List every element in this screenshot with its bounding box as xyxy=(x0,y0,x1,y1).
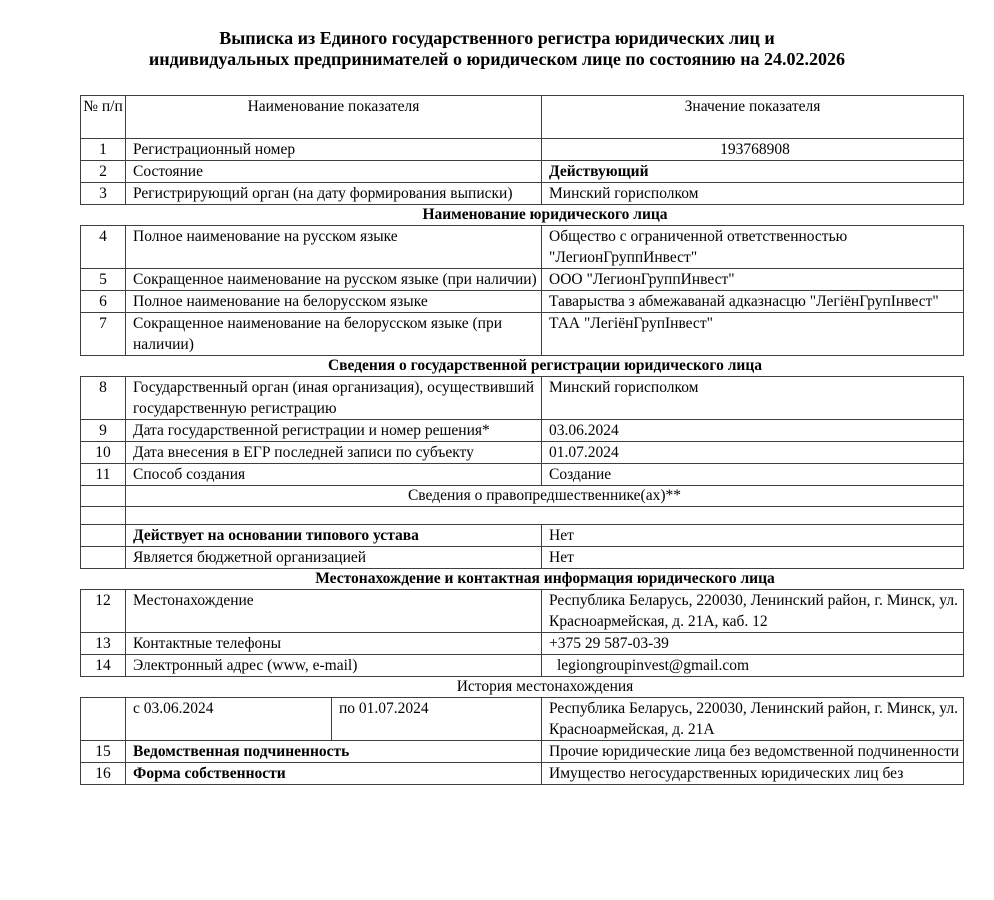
indicator-value-cell: ТАА "ЛегіёнГрупІнвест" xyxy=(542,313,964,356)
table-row xyxy=(81,226,964,269)
table-row xyxy=(81,291,964,313)
table-row xyxy=(81,420,964,442)
page-title-line-2: индивидуальных предпринимателей о юридическом лице по состоянию на 24.02.2026 xyxy=(148,49,846,69)
indicator-value-cell: Нет xyxy=(542,547,964,569)
row-number-cell: 1 xyxy=(81,139,126,161)
section-heading: Сведения о правопредшественнике(ах)** xyxy=(126,486,964,507)
row-number-cell: 6 xyxy=(81,291,126,313)
indicator-name-cell: Полное наименование на белорусском языке xyxy=(126,291,542,313)
row-number-cell xyxy=(81,507,126,525)
table-row xyxy=(81,161,964,183)
indicator-value-cell: Имущество негосударственных юридических лиц без xyxy=(542,763,964,785)
row-number-cell: 7 xyxy=(81,313,126,356)
table-row xyxy=(81,655,964,677)
section-heading: Сведения о государственной регистрации юридического лица xyxy=(81,356,964,377)
indicator-name-cell: Государственный орган (иная организация), осуществивший государственную регистрацию xyxy=(126,377,542,420)
page-title xyxy=(67,28,927,70)
table-row xyxy=(81,139,964,161)
row-number-cell xyxy=(81,698,126,741)
indicator-value-cell: Общество с ограниченной ответственностью "ЛегионГруппИнвест" xyxy=(542,226,964,269)
table-row xyxy=(81,442,964,464)
history-value-cell: Республика Беларусь, 220030, Ленинский район, г. Минск, ул. Красноармейская, д. 21А xyxy=(542,698,964,741)
section-heading: История местонахождения xyxy=(81,677,964,698)
history-to-cell: по 01.07.2024 xyxy=(332,698,542,741)
indicator-name-cell: Контактные телефоны xyxy=(126,633,542,655)
indicator-name-cell: Регистрирующий орган (на дату формирования выписки) xyxy=(126,183,542,205)
indicator-value-cell: +375 29 587-03-39 xyxy=(542,633,964,655)
indicator-name-cell: Сокращенное наименование на русском языке (при наличии) xyxy=(126,269,542,291)
indicator-value-cell: Минский горисполком xyxy=(542,377,964,420)
indicator-name-cell: Действует на основании типового устава xyxy=(126,525,542,547)
section-heading-row xyxy=(81,569,964,590)
indicator-name-cell: Дата государственной регистрации и номер решения* xyxy=(126,420,542,442)
section-heading: Местонахождение и контактная информация юридического лица xyxy=(81,569,964,590)
row-number-cell: 15 xyxy=(81,741,126,763)
row-number-cell: 12 xyxy=(81,590,126,633)
row-number-cell: 4 xyxy=(81,226,126,269)
row-number-cell: 16 xyxy=(81,763,126,785)
section-heading-row xyxy=(81,205,964,226)
indicator-value-cell: 03.06.2024 xyxy=(542,420,964,442)
indicator-value-cell: Таварыства з абмежаванай адказнасцю "ЛегіёнГрупІнвест" xyxy=(542,291,964,313)
table-row xyxy=(81,547,964,569)
indicator-value-cell: 01.07.2024 xyxy=(542,442,964,464)
indicator-value-cell: Республика Беларусь, 220030, Ленинский район, г. Минск, ул. Красноармейская, д. 21А, каб. 12 xyxy=(542,590,964,633)
row-number-cell xyxy=(81,525,126,547)
col-header-name: Наименование показателя xyxy=(126,96,542,139)
section-heading-row xyxy=(81,356,964,377)
row-number-cell: 13 xyxy=(81,633,126,655)
page-title-line-1: Выписка из Единого государственного регистра юридических лиц и xyxy=(219,28,775,48)
row-number-cell: 3 xyxy=(81,183,126,205)
table-row xyxy=(81,269,964,291)
row-number-cell xyxy=(81,547,126,569)
table-row xyxy=(81,525,964,547)
row-number-cell: 10 xyxy=(81,442,126,464)
indicator-name-cell: Является бюджетной организацией xyxy=(126,547,542,569)
indicator-value-cell: Действующий xyxy=(542,161,964,183)
table-row xyxy=(81,313,964,356)
section-heading-row xyxy=(81,677,964,698)
indicator-value-cell: 193768908 xyxy=(542,139,964,161)
indicator-name-cell: Полное наименование на русском языке xyxy=(126,226,542,269)
indicator-value-cell: Минский горисполком xyxy=(542,183,964,205)
empty-row xyxy=(81,507,964,525)
row-number-cell: 8 xyxy=(81,377,126,420)
section-heading-row xyxy=(81,486,964,507)
row-number-cell xyxy=(81,486,126,507)
indicator-name-cell: Состояние xyxy=(126,161,542,183)
empty-cell xyxy=(126,507,964,525)
table-row xyxy=(81,741,964,763)
indicator-name-cell: Электронный адрес (www, e-mail) xyxy=(126,655,542,677)
row-number-cell: 14 xyxy=(81,655,126,677)
registry-table xyxy=(80,95,964,785)
table-row xyxy=(81,633,964,655)
indicator-name-cell: Способ создания xyxy=(126,464,542,486)
table-row xyxy=(81,464,964,486)
row-number-cell: 2 xyxy=(81,161,126,183)
row-number-cell: 11 xyxy=(81,464,126,486)
history-from-cell: с 03.06.2024 xyxy=(126,698,332,741)
table-row xyxy=(81,590,964,633)
row-number-cell: 5 xyxy=(81,269,126,291)
col-header-value: Значение показателя xyxy=(542,96,964,139)
section-heading: Наименование юридического лица xyxy=(81,205,964,226)
indicator-name-cell: Сокращенное наименование на белорусском языке (при наличии) xyxy=(126,313,542,356)
indicator-name-cell: Регистрационный номер xyxy=(126,139,542,161)
indicator-value-cell: Прочие юридические лица без ведомственной подчиненности xyxy=(542,741,964,763)
indicator-value-cell: ООО "ЛегионГруппИнвест" xyxy=(542,269,964,291)
registry-table-body xyxy=(81,96,964,785)
col-header-num: № п/п xyxy=(81,96,126,139)
indicator-name-cell: Местонахождение xyxy=(126,590,542,633)
history-row xyxy=(81,698,964,741)
indicator-name-cell: Форма собственности xyxy=(126,763,542,785)
indicator-name-cell: Дата внесения в ЕГР последней записи по субъекту xyxy=(126,442,542,464)
indicator-name-cell: Ведомственная подчиненность xyxy=(126,741,542,763)
table-row xyxy=(81,377,964,420)
table-row xyxy=(81,763,964,785)
indicator-value-cell: Нет xyxy=(542,525,964,547)
indicator-value-cell: Создание xyxy=(542,464,964,486)
table-row xyxy=(81,183,964,205)
row-number-cell: 9 xyxy=(81,420,126,442)
table-header-row xyxy=(81,96,964,139)
indicator-value-cell: legiongroupinvest@gmail.com xyxy=(542,655,964,677)
